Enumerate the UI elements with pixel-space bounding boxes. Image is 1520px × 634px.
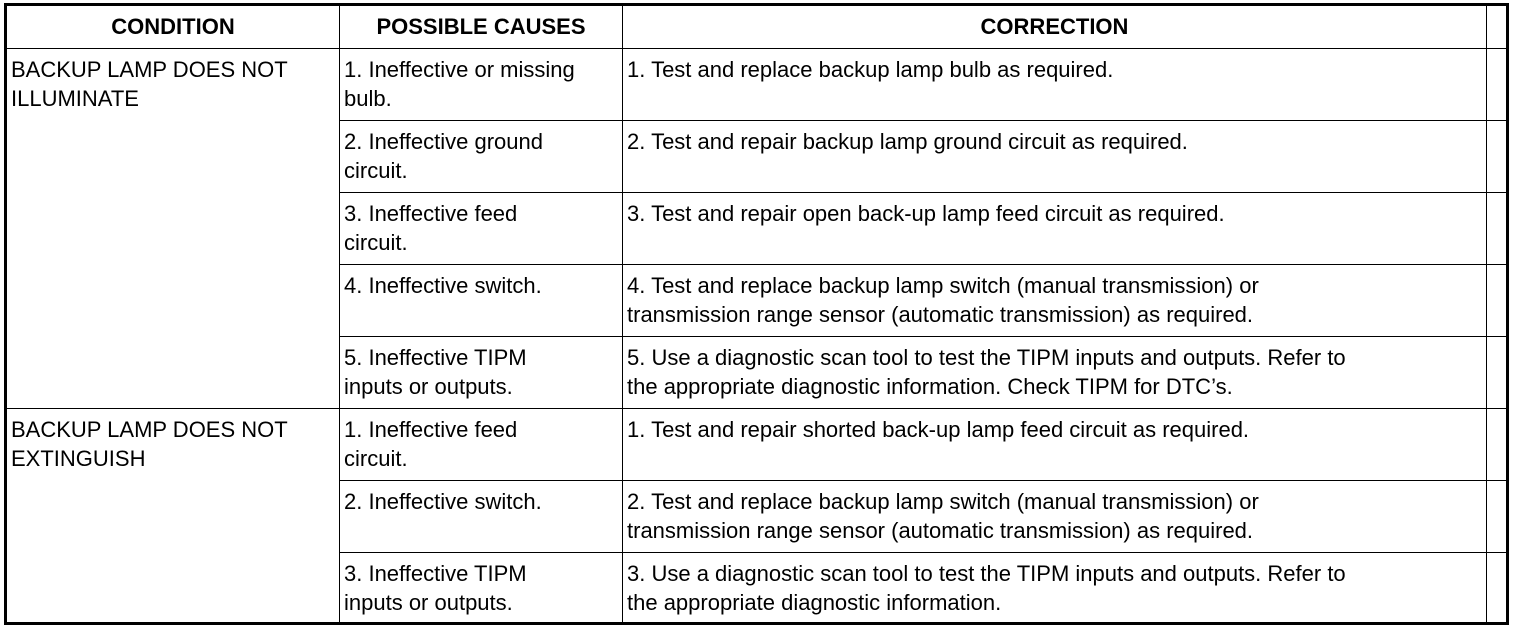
correction-line: 1. Test and repair shorted back-up lamp feed circuit as required. [627,417,1250,442]
correction-cell [623,337,1487,409]
correction-line: transmission range sensor (automatic transmission) as required. [627,518,1254,543]
diagnosis-table [6,5,1507,623]
spacer-cell [1487,193,1507,265]
cause-cell [340,481,623,553]
correction-cell [623,553,1487,623]
cause-line: 1. Ineffective or missing [344,57,575,82]
header-possible-causes: POSSIBLE CAUSES [340,6,623,49]
correction-cell [623,193,1487,265]
cause-cell [340,265,623,337]
cause-line: 3. Ineffective TIPM [344,561,527,586]
cause-line: 2. Ineffective ground [344,129,543,154]
cause-line: 2. Ineffective switch. [344,489,542,514]
correction-cell [623,121,1487,193]
condition-line: ILLUMINATE [11,86,139,111]
cause-cell [340,121,623,193]
spacer-cell [1487,265,1507,337]
table-row [7,409,1507,481]
header-row [7,6,1507,49]
cause-line: inputs or outputs. [344,374,513,399]
correction-line: 2. Test and replace backup lamp switch (manual transmission) or [627,489,1259,514]
cause-cell [340,193,623,265]
correction-line: 5. Use a diagnostic scan tool to test the TIPM inputs and outputs. Refer to [627,345,1346,370]
diagnosis-table-wrapper [6,5,1507,623]
correction-line: transmission range sensor (automatic transmission) as required. [627,302,1254,327]
condition-line: BACKUP LAMP DOES NOT [11,417,288,442]
header-spacer [1487,6,1507,49]
condition-line: BACKUP LAMP DOES NOT [11,57,288,82]
condition-cell [7,49,340,409]
spacer-cell [1487,49,1507,121]
spacer-cell [1487,121,1507,193]
correction-cell [623,409,1487,481]
correction-cell [623,265,1487,337]
table-row [7,49,1507,121]
spacer-cell [1487,409,1507,481]
correction-line: 4. Test and replace backup lamp switch (manual transmission) or [627,273,1259,298]
spacer-cell [1487,553,1507,623]
cause-line: 1. Ineffective feed [344,417,518,442]
correction-cell [623,481,1487,553]
correction-line: 1. Test and replace backup lamp bulb as required. [627,57,1114,82]
cause-line: circuit. [344,230,408,255]
correction-line: 3. Use a diagnostic scan tool to test the TIPM inputs and outputs. Refer to [627,561,1346,586]
cause-line: bulb. [344,86,392,111]
correction-line: 2. Test and repair backup lamp ground circuit as required. [627,129,1188,154]
condition-cell [7,409,340,623]
cause-line: circuit. [344,158,408,183]
correction-line: the appropriate diagnostic information. Check TIPM for DTC’s. [627,374,1233,399]
cause-cell [340,409,623,481]
spacer-cell [1487,481,1507,553]
correction-cell [623,49,1487,121]
cause-line: circuit. [344,446,408,471]
cause-cell [340,337,623,409]
correction-line: 3. Test and repair open back-up lamp feed circuit as required. [627,201,1225,226]
header-correction: CORRECTION [623,6,1487,49]
cause-line: inputs or outputs. [344,590,513,615]
correction-line: the appropriate diagnostic information. [627,590,1002,615]
cause-line: 4. Ineffective switch. [344,273,542,298]
cause-line: 5. Ineffective TIPM [344,345,527,370]
cause-cell [340,49,623,121]
condition-line: EXTINGUISH [11,446,146,471]
spacer-cell [1487,337,1507,409]
cause-line: 3. Ineffective feed [344,201,518,226]
header-condition: CONDITION [7,6,340,49]
cause-cell [340,553,623,623]
